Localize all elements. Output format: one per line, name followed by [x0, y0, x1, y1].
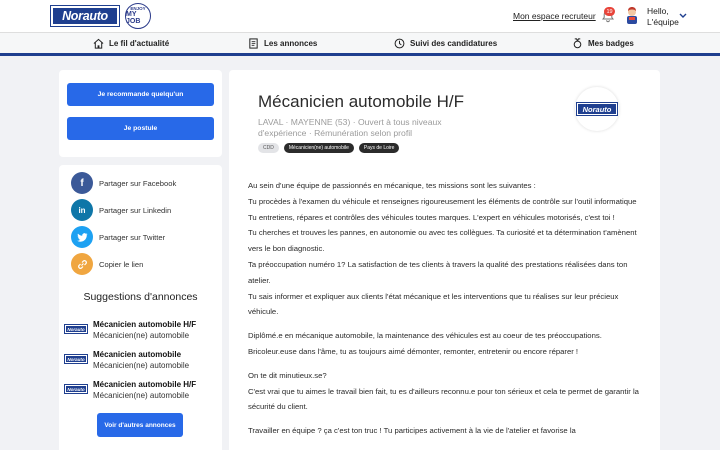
notification-count: 19	[604, 7, 615, 16]
top-bar	[0, 0, 720, 32]
norauto-logo[interactable]: Norauto	[51, 6, 119, 26]
company-logo	[575, 87, 619, 131]
tag-region[interactable]: Pays de Loire	[359, 143, 400, 153]
badge-small-text: ENJOY	[130, 5, 146, 11]
main-nav	[0, 32, 720, 56]
tag-contract: CDD	[258, 143, 279, 153]
tag-profession[interactable]: Mécanicien(ne) automobile	[284, 143, 354, 153]
description-paragraph: On te dit minutieux.se?	[248, 370, 327, 380]
share-suggestions-card	[59, 165, 222, 450]
job-title: Mécanicien automobile H/F	[258, 92, 464, 111]
share-label: Partager sur Twitter	[99, 232, 166, 242]
share-facebook[interactable]	[71, 172, 176, 194]
badge-icon	[572, 38, 583, 49]
nav-fil-actualite[interactable]	[93, 38, 169, 49]
description-paragraph: Tu cherches et trouves les pannes, en autonomie ou avec tes collègues. Ta curiosité et ta détermination t'amènent vers le bon diagnostic.	[248, 228, 637, 254]
facebook-icon: f	[71, 172, 93, 194]
recommend-button[interactable]: Je recommande quelqu'un	[67, 83, 214, 106]
nav-mes-badges[interactable]	[572, 38, 634, 49]
share-label: Partager sur Facebook	[99, 178, 177, 188]
norauto-mini-logo: Norauto	[65, 325, 87, 333]
share-label: Partager sur Linkedin	[99, 205, 172, 215]
suggestion-item[interactable]	[65, 380, 196, 400]
job-meta: LAVAL · MAYENNE (53) · Ouvert à tous niveaux d'expérience · Rémunération selon profil	[258, 117, 442, 138]
badge-big-text: MY JOB	[126, 11, 141, 26]
description-paragraph: Ta préoccupation numéro 1? La satisfaction de tes clients à travers la qualité des prestations réalisées dans ton atelier.	[248, 259, 628, 285]
description-paragraph: Bricoleur.euse dans l'âme, tu as toujours aimé démonter, remonter, entretenir ou encore réparer !	[248, 346, 579, 356]
hello-line2: L'équipe	[647, 17, 679, 27]
suggestion-subtitle: Mécanicien(ne) automobile	[93, 331, 190, 340]
suggestion-title: Mécanicien automobile	[93, 350, 182, 359]
nav-label: Mes badges	[588, 39, 634, 48]
norauto-logo: Norauto	[577, 103, 617, 115]
share-label: Copier le lien	[99, 259, 144, 269]
norauto-mini-logo: Norauto	[65, 355, 87, 363]
hello-line1: Hello,	[647, 6, 669, 16]
home-icon	[93, 38, 104, 49]
espace-recruteur-link[interactable]: Mon espace recruteur	[513, 11, 596, 21]
share-linkedin[interactable]	[71, 199, 171, 221]
hello-user[interactable]	[647, 6, 679, 28]
chevron-down-icon[interactable]	[679, 13, 687, 19]
avatar[interactable]	[624, 6, 640, 26]
paragraph-gap	[248, 415, 648, 423]
paragraph-gap	[248, 360, 648, 368]
norauto-mini-logo: Norauto	[65, 385, 87, 393]
document-icon	[248, 38, 259, 49]
clock-icon	[394, 38, 405, 49]
suggestion-title: Mécanicien automobile H/F	[93, 320, 197, 329]
linkedin-icon: in	[71, 199, 93, 221]
nav-label: Le fil d'actualité	[109, 39, 170, 48]
nav-label: Suivi des candidatures	[410, 39, 498, 48]
job-description	[248, 178, 648, 439]
description-paragraph: Tu entretiens, répares et contrôles des véhicules toutes marques. L'expert en véhicules motorisés, c'est toi !	[248, 212, 615, 222]
nav-label: Les annonces	[264, 39, 318, 48]
apply-button[interactable]: Je postule	[67, 117, 214, 140]
nav-annonces[interactable]	[248, 38, 317, 49]
suggestion-title: Mécanicien automobile H/F	[93, 380, 197, 389]
description-paragraph: Travailler en équipe ? ça c'est ton truc ! Tu participes activement à la vie de l'atelier et favorise la	[248, 426, 576, 436]
twitter-icon	[71, 226, 93, 248]
description-paragraph: C'est vrai que tu aimes le travail bien fait, tu es d'ailleurs reconnu.e pour ton sérieux et cela te permet de garantir la sécurité du client.	[248, 386, 639, 412]
description-paragraph: Tu sais informer et expliquer aux clients l'état mécanique et les interventions que tu réalises sur leur précieux véhicule.	[248, 291, 619, 317]
more-ads-button[interactable]: Voir d'autres annonces	[97, 413, 183, 437]
enjoy-my-job-logo[interactable]	[125, 3, 151, 29]
suggestions-title: Suggestions d'annonces	[83, 291, 198, 303]
paragraph-gap	[248, 320, 648, 328]
share-twitter[interactable]	[71, 226, 165, 248]
description-paragraph: Diplômé.e en mécanique automobile, la maintenance des véhicules est au coeur de tes préoccupations.	[248, 331, 602, 341]
description-paragraph: Au sein d'une équipe de passionnés en mécanique, tes missions sont les suivantes :	[248, 181, 536, 190]
link-icon	[71, 253, 93, 275]
suggestion-subtitle: Mécanicien(ne) automobile	[93, 391, 190, 400]
description-paragraph: Tu procèdes à l'examen du véhicule et renseignes rigoureusement les éléments de contrôle sur l'outil informatique	[248, 196, 637, 206]
copy-link[interactable]	[71, 253, 143, 275]
job-tags	[258, 143, 399, 153]
actions-card	[59, 70, 222, 157]
suggestion-subtitle: Mécanicien(ne) automobile	[93, 361, 190, 370]
nav-suivi-candidatures[interactable]	[394, 38, 497, 49]
suggestion-item[interactable]	[65, 350, 189, 370]
suggestion-item[interactable]	[65, 320, 196, 340]
